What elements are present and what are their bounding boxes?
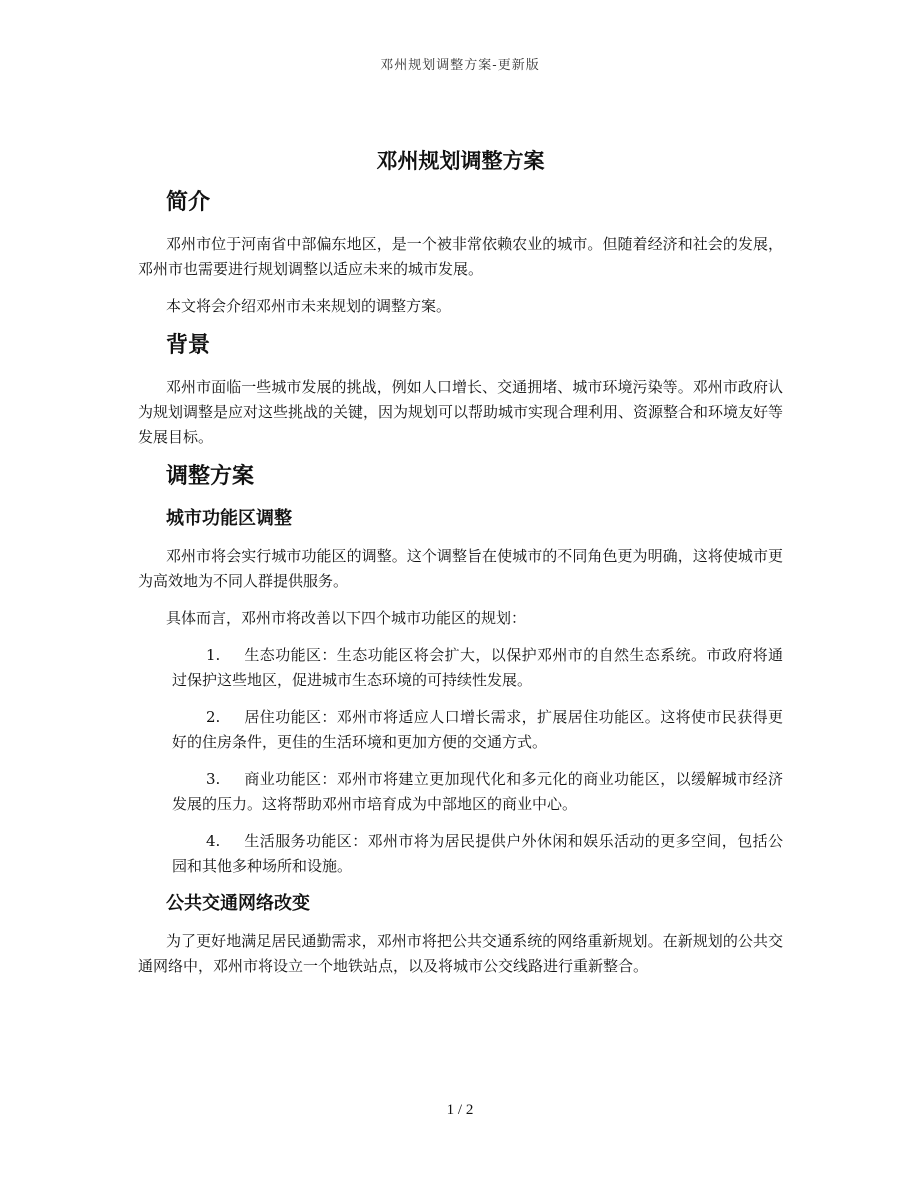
document-body (138, 146, 783, 991)
function-zones-paragraph-2: 具体而言，邓州市将改善以下四个城市功能区的规划： (166, 609, 527, 627)
subsection-heading-transit: 公共交通网络改变 (166, 893, 310, 914)
list-item-number: 1. (206, 646, 221, 664)
section-heading-intro: 简介 (166, 190, 211, 215)
list-item-number: 4. (206, 832, 221, 850)
section-heading-background: 背景 (166, 333, 211, 358)
function-zones-paragraph-1: 邓州市将会实行城市功能区的调整。这个调整旨在使城市的不同角色更为明确，这将使城市更为高效地为不同人群提供服务。 (138, 547, 783, 590)
list-item-text: 居住功能区：邓州市将适应人口增长需求，扩展居住功能区。这将使市民获得更好的住房条件，更佳的生活环境和更加方便的交通方式。 (172, 708, 783, 751)
subsection-heading-function-zones: 城市功能区调整 (166, 508, 292, 529)
function-zones-list (138, 643, 783, 879)
intro-paragraph-1: 邓州市位于河南省中部偏东地区，是一个被非常依赖农业的城市。但随着经济和社会的发展，邓州市也需要进行规划调整以适应未来的城市发展。 (138, 235, 783, 278)
intro-paragraph-2: 本文将会介绍邓州市未来规划的调整方案。 (166, 297, 452, 315)
list-item-number: 3. (206, 770, 221, 788)
list-item (172, 829, 783, 879)
list-item (172, 767, 783, 817)
transit-paragraph-1: 为了更好地满足居民通勤需求，邓州市将把公共交通系统的网络重新规划。在新规划的公共交通网络中，邓州市将设立一个地铁站点，以及将城市公交线路进行重新整合。 (138, 932, 783, 975)
list-item-text: 生活服务功能区：邓州市将为居民提供户外休闲和娱乐活动的更多空间，包括公园和其他多种场所和设施。 (172, 832, 783, 875)
document-title: 邓州规划调整方案 (376, 149, 545, 173)
list-item-text: 商业功能区：邓州市将建立更加现代化和多元化的商业功能区，以缓解城市经济发展的压力。这将帮助邓州市培育成为中部地区的商业中心。 (172, 770, 783, 813)
list-item (172, 705, 783, 755)
running-header: 邓州规划调整方案-更新版 (380, 58, 540, 73)
list-item-number: 2. (206, 708, 221, 726)
list-item-text: 生态功能区：生态功能区将会扩大，以保护邓州市的自然生态系统。市政府将通过保护这些地区，促进城市生态环境的可持续性发展。 (172, 646, 783, 689)
background-paragraph-1: 邓州市面临一些城市发展的挑战，例如人口增长、交通拥堵、城市环境污染等。邓州市政府认为规划调整是应对这些挑战的关键，因为规划可以帮助城市实现合理利用、资源整合和环境友好等发展目标。 (138, 378, 784, 446)
page-number: 1 / 2 (446, 1102, 474, 1118)
section-heading-plan: 调整方案 (166, 464, 255, 489)
list-item (172, 643, 783, 693)
